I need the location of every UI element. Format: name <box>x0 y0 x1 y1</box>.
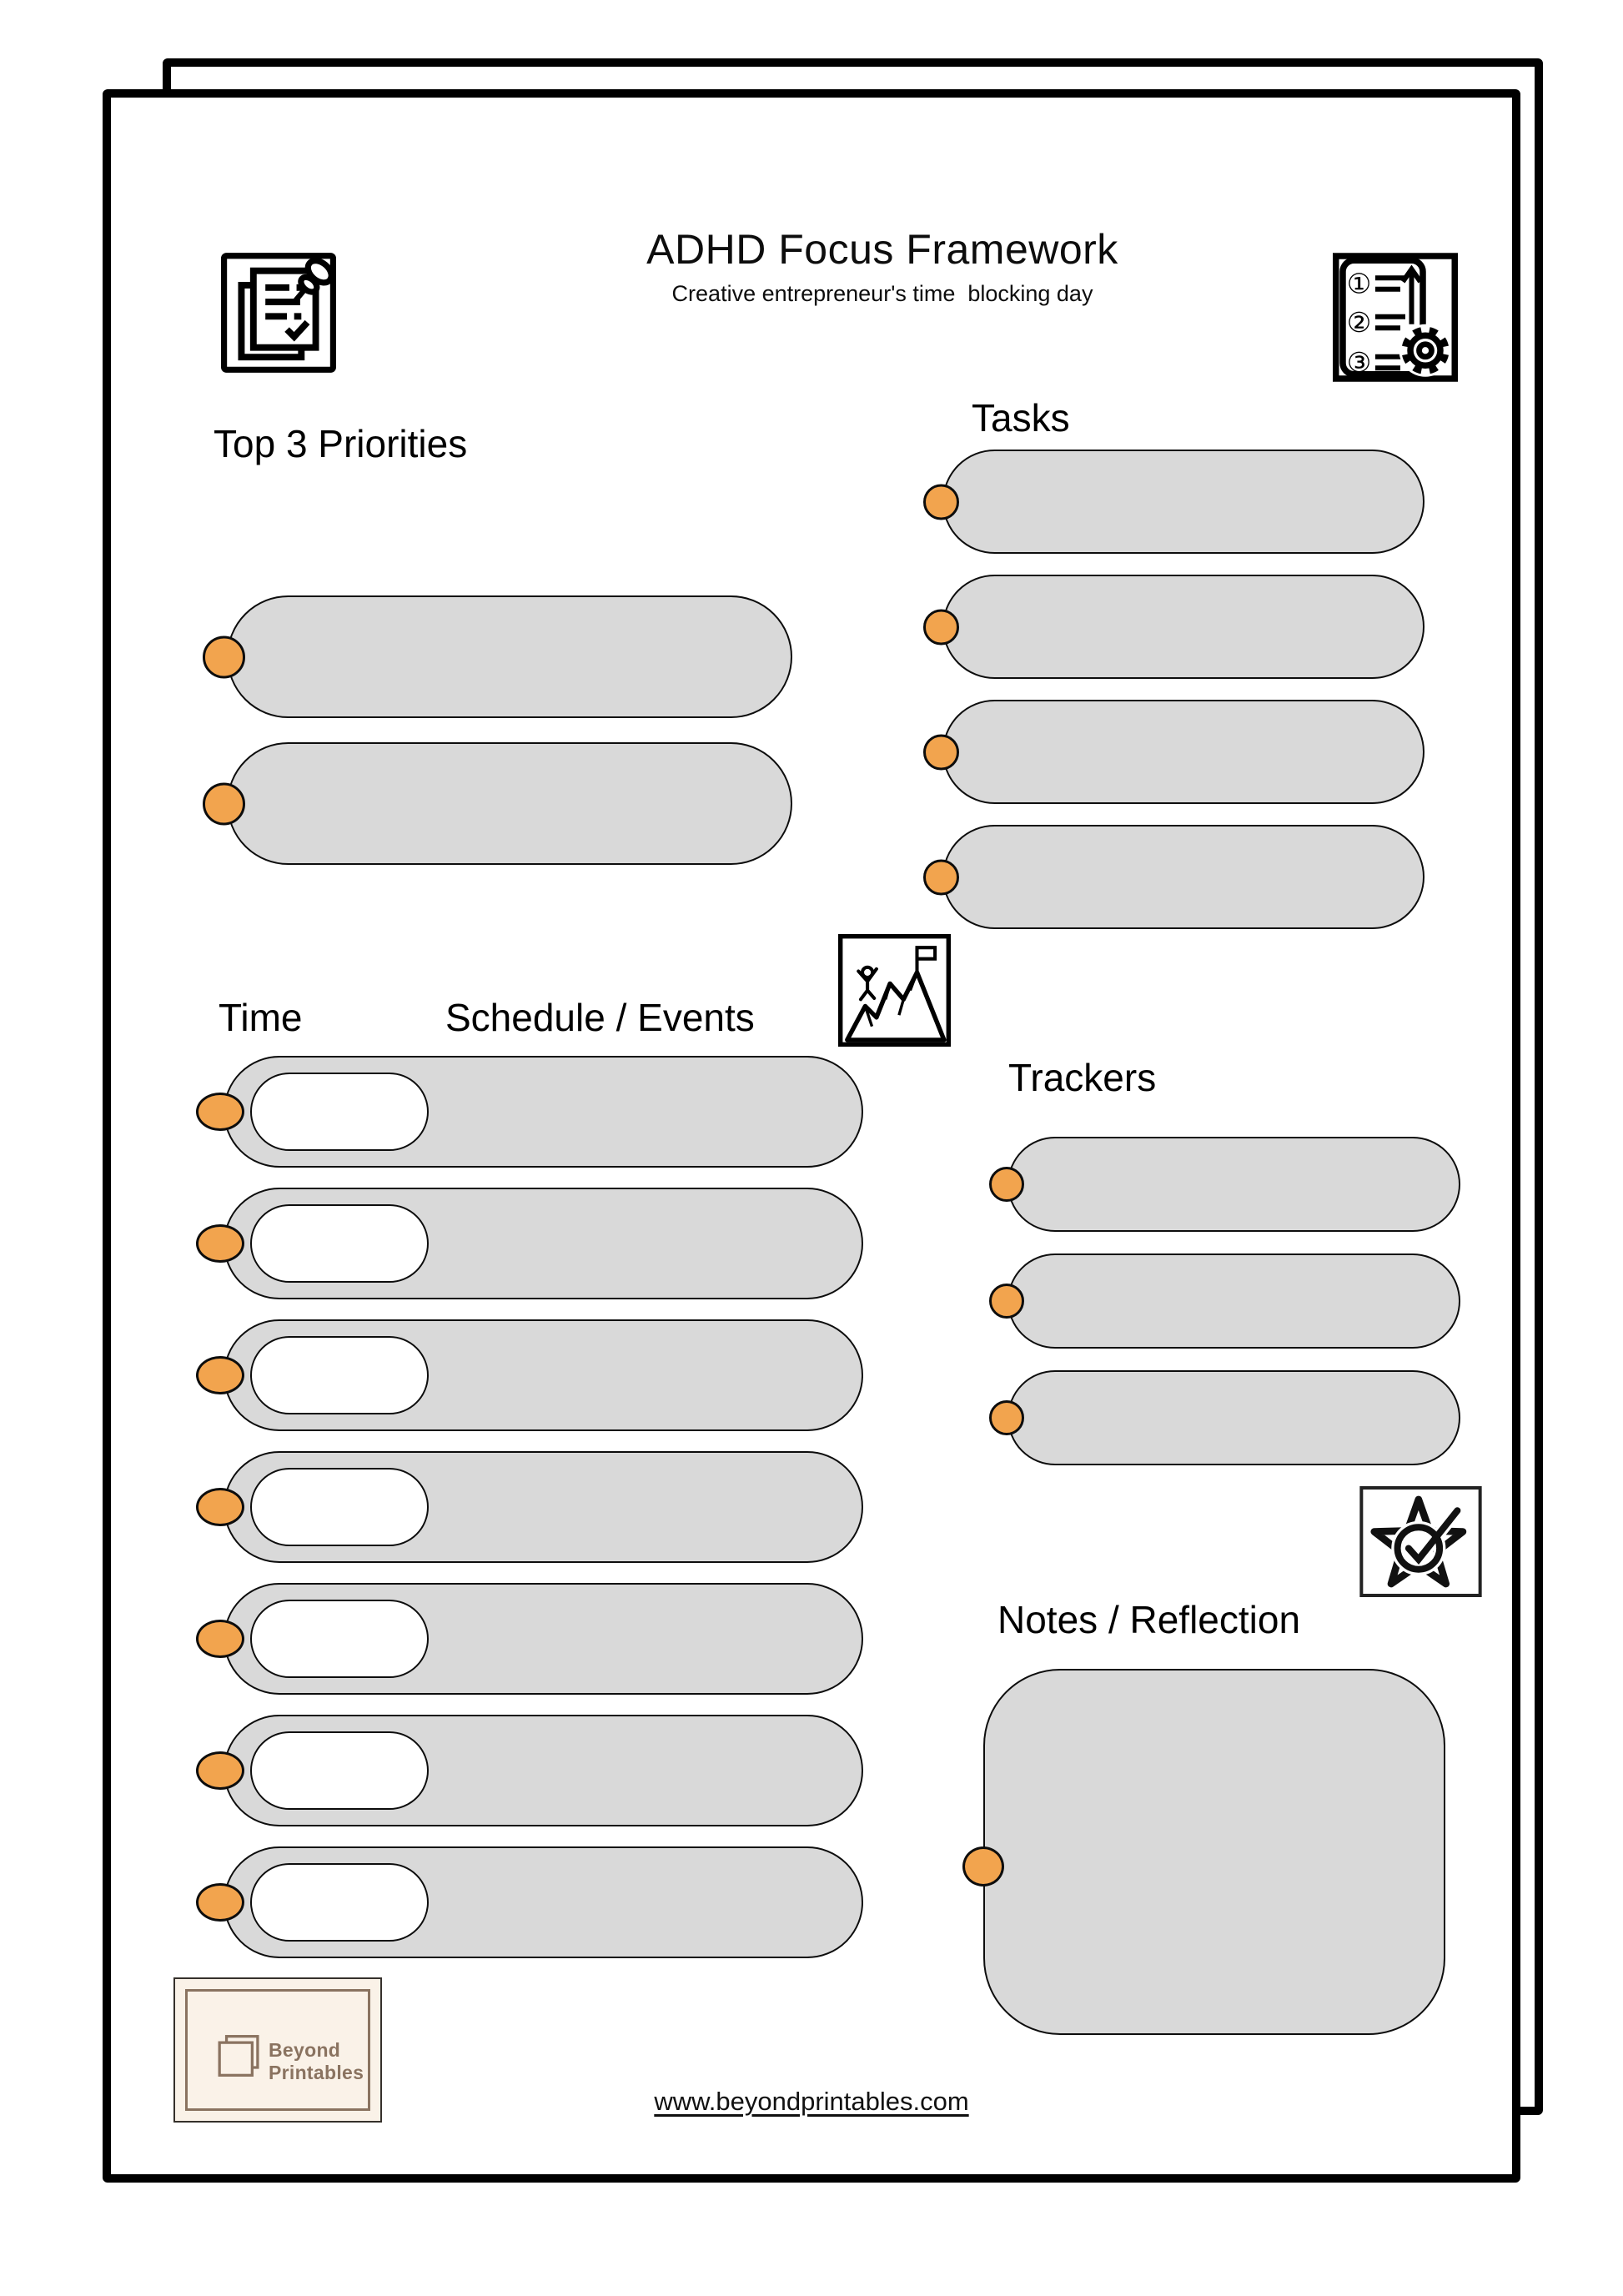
overlapping-squares-icon <box>215 2032 263 2079</box>
logo-wordmark <box>269 2039 364 2084</box>
time-field <box>250 1073 429 1151</box>
time-field <box>250 1600 429 1678</box>
tracker-slot <box>1007 1137 1460 1232</box>
footer <box>111 2087 1512 2117</box>
bullet-dot <box>196 1224 244 1263</box>
task-slot <box>942 700 1425 804</box>
schedule-slot <box>224 1846 863 1958</box>
schedule-slot <box>224 1583 863 1695</box>
notes-box <box>983 1669 1445 2035</box>
schedule-list <box>224 1056 863 1958</box>
bullet-dot <box>962 1846 1004 1887</box>
bullet-dot <box>923 859 959 895</box>
svg-text:②: ② <box>1346 305 1372 339</box>
svg-text:③: ③ <box>1346 345 1372 379</box>
schedule-slot <box>224 1319 863 1431</box>
bullet-dot <box>196 1093 244 1131</box>
planner-page <box>103 89 1520 2183</box>
time-field <box>250 1336 429 1414</box>
bullet-dot <box>203 636 245 678</box>
bullet-dot <box>923 484 959 520</box>
task-slot <box>942 450 1425 554</box>
time-heading: Time <box>219 996 303 1039</box>
website-link[interactable]: www.beyondprintables.com <box>654 2087 969 2116</box>
tasks-list <box>942 450 1425 929</box>
tasks-heading: Tasks <box>972 396 1070 440</box>
bullet-dot <box>196 1356 244 1394</box>
bullet-dot <box>989 1400 1024 1435</box>
trackers-list <box>1007 1137 1460 1465</box>
notes-heading: Notes / Reflection <box>997 1598 1301 1641</box>
priorities-heading: Top 3 Priorities <box>214 422 468 465</box>
bullet-dot <box>203 782 245 825</box>
task-slot <box>942 575 1425 679</box>
priority-slot <box>227 595 792 718</box>
schedule-slot <box>224 1451 863 1563</box>
star-checkmark-icon <box>1359 1486 1482 1597</box>
numbered-priority-list-gear-icon <box>1333 253 1458 382</box>
time-field <box>250 1204 429 1283</box>
schedule-slot <box>224 1188 863 1299</box>
priority-slot <box>227 742 792 865</box>
bullet-dot <box>989 1167 1024 1202</box>
mountain-climber-flag-icon <box>838 934 951 1047</box>
pinned-notes-icon <box>221 253 336 373</box>
logo-line2: Printables <box>269 2062 364 2084</box>
bullet-dot <box>196 1488 244 1526</box>
svg-text:①: ① <box>1346 267 1372 300</box>
bullet-dot <box>989 1284 1024 1319</box>
time-field <box>250 1468 429 1546</box>
task-slot <box>942 825 1425 929</box>
priorities-list <box>227 595 792 865</box>
schedule-slot <box>224 1056 863 1168</box>
bullet-dot <box>196 1751 244 1790</box>
bullet-dot <box>196 1883 244 1922</box>
page-subtitle: Creative entrepreneur's time blocking day <box>671 281 1093 306</box>
page-title: ADHD Focus Framework <box>646 226 1118 273</box>
bullet-dot <box>196 1620 244 1658</box>
schedule-slot <box>224 1715 863 1826</box>
tracker-slot <box>1007 1254 1460 1349</box>
time-field <box>250 1863 429 1942</box>
logo-line1: Beyond <box>269 2039 341 2061</box>
time-field <box>250 1731 429 1810</box>
bullet-dot <box>923 734 959 770</box>
tracker-slot <box>1007 1370 1460 1465</box>
trackers-heading: Trackers <box>1008 1056 1157 1099</box>
schedule-events-heading: Schedule / Events <box>445 996 755 1039</box>
bullet-dot <box>923 609 959 645</box>
